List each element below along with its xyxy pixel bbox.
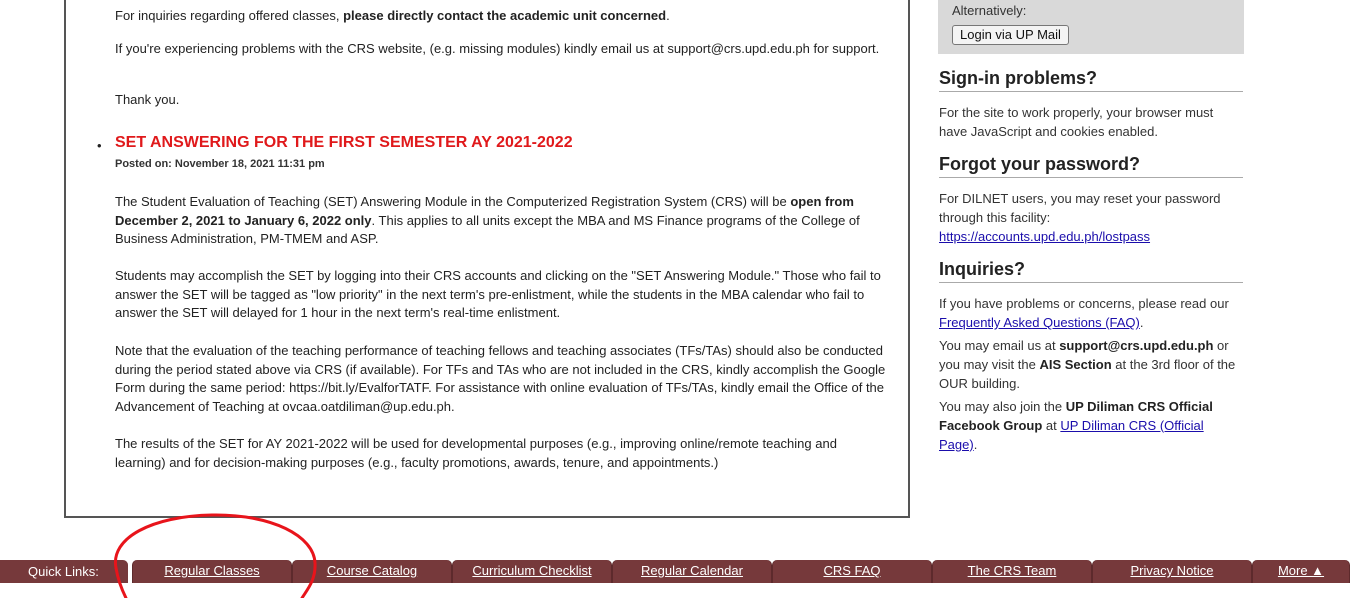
para1-bold: open from December 2, 2021 to January 6, 2022 only xyxy=(115,194,854,228)
facebook-group-name: UP Diliman CRS Official Facebook Group xyxy=(939,399,1213,433)
para1-text-end: . This applies to all units except the MBA and MS Finance programs of the College of Business Administration, PM-TMEM and ASP. xyxy=(115,212,860,247)
posted-date: Posted on: November 18, 2021 11:31 pm xyxy=(115,158,325,170)
login-upmail-button[interactable]: Login via UP Mail xyxy=(952,25,1069,45)
facebook-desc: You may also join the xyxy=(939,399,1066,414)
facebook-desc-end: . xyxy=(973,437,978,452)
facebook-desc-2: at xyxy=(1042,418,1061,433)
faq-desc: If you have problems or concerns, please read our xyxy=(939,296,1229,311)
quicklink-curriculum-checklist[interactable] xyxy=(452,560,612,583)
facebook-page-link[interactable]: UP Diliman CRS (Official Page) xyxy=(939,418,1204,452)
alt-login-box xyxy=(938,0,1244,54)
quicklink-more[interactable] xyxy=(1252,560,1350,583)
facebook-text xyxy=(939,397,1243,454)
lostpass-link[interactable]: https://accounts.upd.edu.ph/lostpass xyxy=(939,229,1151,244)
faq-link[interactable]: Frequently Asked Questions (FAQ) xyxy=(939,315,1140,330)
quicklink-course-catalog[interactable] xyxy=(292,560,452,583)
alternatively-label: Alternatively: xyxy=(952,3,1027,18)
forgot-heading: Forgot your password? xyxy=(939,154,1243,178)
quicklink-regular-classes[interactable] xyxy=(132,560,292,583)
quicklink-crs-team[interactable] xyxy=(932,560,1092,583)
quicklink-label: Privacy Notice xyxy=(1130,563,1214,578)
forgot-desc: For DILNET users, you may reset your password through this facility: xyxy=(939,191,1221,225)
annotation-circle xyxy=(102,508,322,598)
inquiries-text: For inquiries regarding offered classes, xyxy=(115,8,344,23)
signin-heading: Sign-in problems? xyxy=(939,68,1243,92)
quicklink-label: More ▲ xyxy=(1277,563,1325,578)
faq-desc-end: . xyxy=(1139,315,1144,330)
inquiries-heading: Inquiries? xyxy=(939,259,1243,283)
faq-text xyxy=(939,294,1243,332)
quicklink-privacy-notice[interactable] xyxy=(1092,560,1252,583)
quicklink-label: Regular Classes xyxy=(164,563,260,578)
contact-desc-2: or you may visit the xyxy=(939,338,1229,372)
quicklink-crs-faq[interactable] xyxy=(772,560,932,583)
set-paragraph-4: The results of the SET for AY 2021-2022 will be used for developmental purposes (e.g., improving online/remote teaching and learning) and for decision-making purposes (e.g., faculty promotions, awards, tenure, and appointments.) xyxy=(115,436,837,470)
para1-text: The Student Evaluation of Teaching (SET) Answering Module in the Computerized Registration System (CRS) will be xyxy=(115,194,791,209)
contact-desc-3: at the 3rd floor of the OUR building. xyxy=(939,357,1236,391)
quicklink-label: Course Catalog xyxy=(326,563,418,578)
set-paragraph-2: Students may accomplish the SET by logging into their CRS accounts and clicking on the "SET Answering Module." Those who fail to answer the SET will be tagged as "low priority" in the next term's pre-enlistment, while the students in the MBA calendar who fail to answer the SET will delayed for 1 hour in the next term's real-time enlistment. xyxy=(115,268,881,321)
inquiries-text-end: . xyxy=(666,8,670,23)
set-paragraph-3: Note that the evaluation of the teaching performance of teaching fellows and teaching associates (TFs/TAs) should also be conducted during the period stated above via CRS (if available). For TFs and TAs who are not included in the CRS, kindly accomplish the Google Form during the same period: https://bit.ly/EvalforTATF. For assistance with online evaluation of TFs/TAs, kindly email the Office of the Advancement of Teaching at ovcaa.oatdiliman@up.edu.ph. xyxy=(115,343,886,415)
support-email: support@crs.upd.edu.ph xyxy=(1059,338,1214,353)
quick-links-bar xyxy=(0,560,1350,583)
ais-section: AIS Section xyxy=(1039,357,1112,372)
thank-you: Thank you. xyxy=(115,92,180,107)
bullet-marker: • xyxy=(97,138,102,153)
set-paragraph-1 xyxy=(115,193,890,249)
forgot-text xyxy=(939,189,1243,246)
signin-text: For the site to work properly, your browser must have JavaScript and cookies enabled. xyxy=(939,105,1214,139)
inquiries-bold: please directly contact the academic unit concerned xyxy=(343,8,667,23)
quicklink-label: The CRS Team xyxy=(967,563,1057,578)
announcements-panel xyxy=(64,0,910,518)
contact-text xyxy=(939,336,1243,393)
announcement-title[interactable]: SET ANSWERING FOR THE FIRST SEMESTER AY 2021-2022 xyxy=(115,134,573,151)
quick-links-label: Quick Links: xyxy=(0,560,128,583)
quicklink-regular-calendar[interactable] xyxy=(612,560,772,583)
quicklink-label: Regular Calendar xyxy=(641,563,743,578)
quicklink-label: Curriculum Checklist xyxy=(472,563,592,578)
contact-desc: You may email us at xyxy=(939,338,1060,353)
quicklink-label: CRS FAQ xyxy=(823,563,881,578)
problems-note: If you're experiencing problems with the CRS website, (e.g. missing modules) kindly email us at support@crs.upd.edu.ph for support. xyxy=(115,41,880,56)
inquiries-note xyxy=(115,7,890,26)
